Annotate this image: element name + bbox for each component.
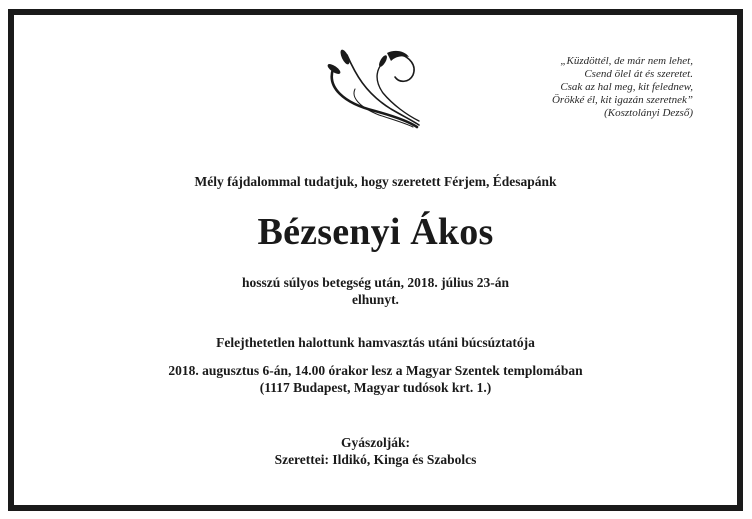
deceased-name: Bézsenyi Ákos	[257, 211, 494, 253]
quote-line: Csak az hal meg, kit felednew,	[560, 81, 693, 93]
intro-text: Mély fájdalommal tudatjuk, hogy szeretett Férjem, Édesapánk	[194, 174, 557, 189]
death-details: hosszú súlyos betegség után, 2018. július 23-án	[241, 275, 510, 290]
quote-line: Csend ölel át és szeretet.	[584, 68, 693, 80]
reed-ornament-icon	[325, 49, 425, 129]
ceremony-datetime: 2018. augusztus 6-án, 14.00 órakor lesz a Magyar Szentek templomában	[168, 363, 583, 378]
mourners-label: Gyászolják:	[341, 435, 410, 450]
death-details-cont: elhunyt.	[352, 292, 399, 307]
mourners-names: Szerettei: Ildikó, Kinga és Szabolcs	[274, 452, 477, 467]
quote-line: Örökké él, kit igazán szeretnek”	[551, 94, 693, 106]
quote-author: (Kosztolányi Dezső)	[604, 107, 693, 119]
obituary-card	[8, 9, 743, 511]
quote-line: „Küzdöttél, de már nem lehet,	[560, 55, 693, 67]
farewell-text: Felejthetetlen halottunk hamvasztás utáni búcsúztatója	[216, 335, 535, 350]
ceremony-address: (1117 Budapest, Magyar tudósok krt. 1.)	[259, 380, 492, 395]
poem-quote	[473, 55, 693, 120]
